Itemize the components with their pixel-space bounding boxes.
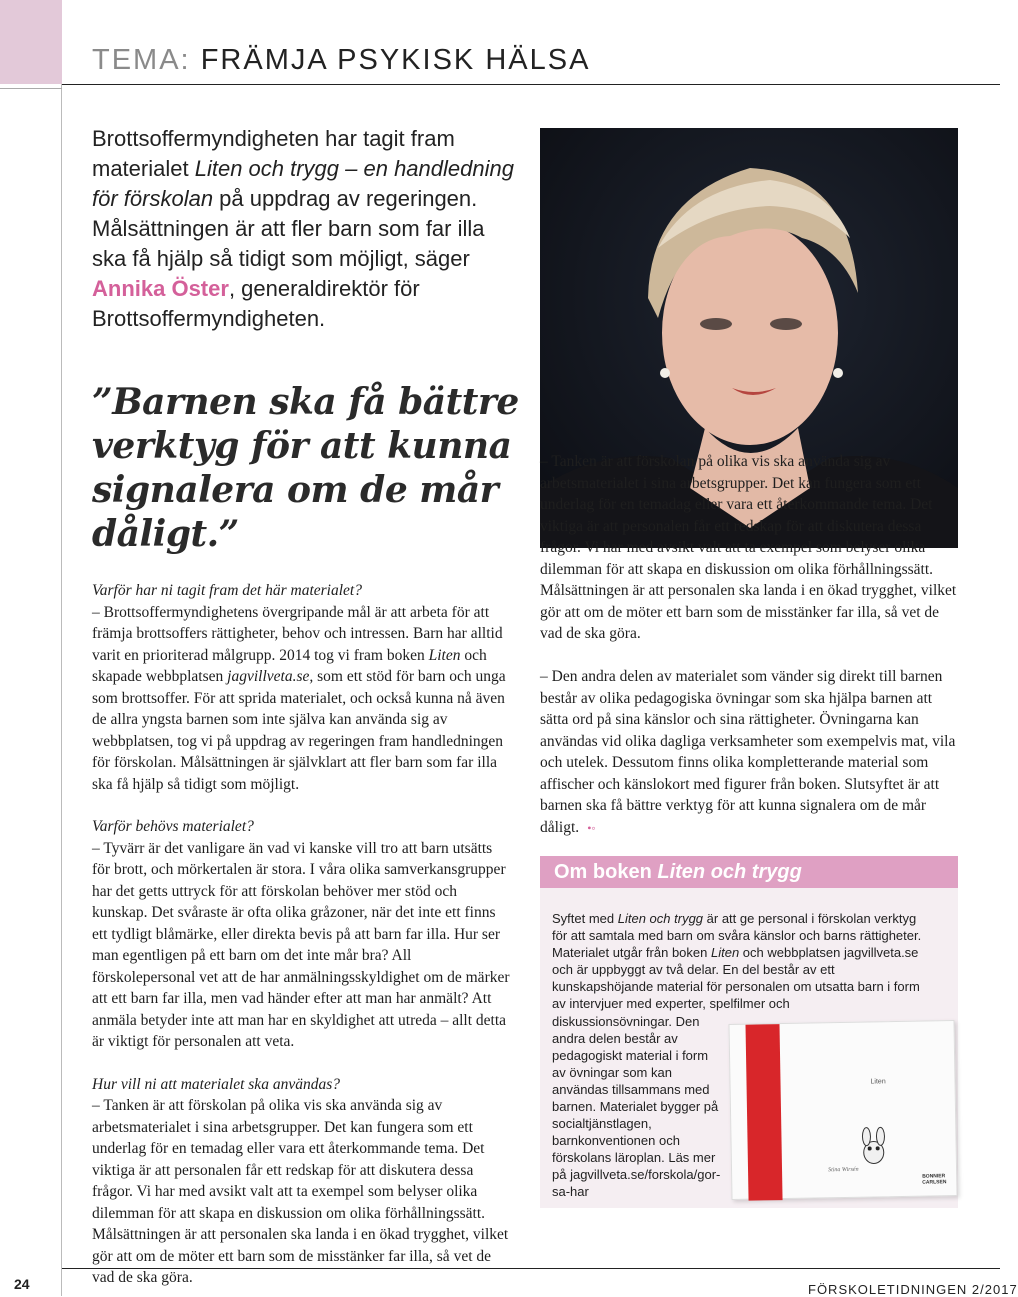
question-3: Hur vill ni att materialet ska användas? xyxy=(92,1075,340,1093)
intro-text: Brottsoffermyndigheten har tagit fram materialet xyxy=(92,126,455,181)
factbox-text xyxy=(552,910,932,1012)
corner-accent xyxy=(0,0,62,84)
pull-quote: ”Barnen ska få bättre verktyg för att kunna signalera om de mår dåligt.” xyxy=(92,381,519,555)
factbox-title-book: Liten och trygg xyxy=(657,861,802,883)
footer-rule xyxy=(62,1268,1000,1269)
end-mark-icon: •◦ xyxy=(587,820,596,835)
answer-2: – Tyvärr är det vanligare än vad vi kanske vill tro att barn utsätts för brott, och mörkertalen är stora. I våra olika samverkansgrupper har det getts uttryck för att förskolan behöver mer stöd och kunskap. Det svåraste är ofta olika gråzoner, när det inte ett finns ett tydligt blåmärke, eller direkta bevis på att barn far illa. Hur ser man egentligen på ett barn om det inte mår bra? All förskolepersonal vet att de har anmälningsskyldighet om de märker att ett barn far illa, men vad händer efter att man har anmält? Att anmäla betyder inte att man har en skyldighet att utreda – allt detta är viktigt för personalen att veta. xyxy=(92,839,510,1050)
factbox-text-continued: diskussionsövningar. Den andra delen består av pedagogiskt material i form av övningar som kan användas tillsammans med barnen. Materialet bygger på socialtjänstlagen, barnkonventionen och förskolans läroplan. Läs mer på jagvillveta.se/forskola/gor-sa-har xyxy=(552,1014,721,1199)
intro-text: , generaldirektör för Brottsoffermyndigheten. xyxy=(92,276,420,331)
answer-text: – Brottsoffermyndighetens övergripande mål är att arbeta för att främja brottsoffers rättigheter, behov och intressen. Barn har alltid varit en prioriterad målgrupp. 2014 tog vi fram boken xyxy=(92,603,503,664)
article-column-left xyxy=(92,580,512,1286)
answer-3b: – Den andra delen av materialet som vänder sig direkt till barnen består av olika pedagogiska övningar som ska hjälpa barnen att sätta ord på sina känslor och sina rättigheter. Övningarna kan användas vid olika dagliga verksamheter som exempelvis mat, vila och utelek. Dessutom finns olika kompletterande material som affischer och känslokort med figurer från boken. Slutsyftet är att barnen ska få bättre verktyg för att kunna signalera om de mår dåligt. xyxy=(540,668,956,836)
book-cover-author: Stina Wirsén xyxy=(827,1166,859,1174)
factbox-book-title: Liten xyxy=(710,945,740,960)
factbox-title xyxy=(540,856,958,888)
factbox-text-part: Syftet med xyxy=(552,911,618,926)
answer-3-continued xyxy=(540,453,957,666)
book-spine xyxy=(745,1024,782,1201)
answer-text: och skapade webbplatsen xyxy=(92,646,487,685)
intro-author: Annika Öster xyxy=(92,276,229,301)
website-name: jagvillveta.se, xyxy=(227,668,314,685)
answer-1 xyxy=(92,602,512,796)
book-cover-publisher: BONNIER CARLSEN xyxy=(922,1173,947,1186)
bunny-icon xyxy=(853,1126,894,1167)
question-2: Varför behövs materialet? xyxy=(92,818,254,835)
factbox-title-text: Om boken xyxy=(554,861,658,883)
factbox-book-title: Liten och trygg xyxy=(617,911,704,926)
page-number: 24 xyxy=(14,1276,30,1292)
answer-3-tail: – Tanken är att förskolan på olika vis ska använda sig av arbetsmaterialet i sina arbetsgrupper. Det kan fungera som ett underlag för en temadag eller vara ett återkommande tema. Det viktiga är att personalen får ett redskap för att diskutera dessa frågor. Vi har med avsikt valt att ta exempel som belyser olika dilemman för att skapa en diskussion om olika förhållningssätt. Målsättningen är att personalen ska landa i en ökad trygghet, vilket gör att om de möter ett barn som de misstänker far illa, så vet de vad de ska göra. xyxy=(540,453,957,642)
factbox-text-part: och webbplatsen jagvillveta.se och är uppbyggt av två delar. En del består av ett kunskapshöjande material för personalen om utsatta barn i form av intervjuer med experter, spelfilmer och xyxy=(552,945,920,1011)
intro-title: Liten och trygg – en handledning för förskolan xyxy=(92,156,514,211)
left-margin xyxy=(0,0,62,1296)
book-name: Liten xyxy=(428,646,461,664)
section-label: TEMA: xyxy=(92,44,191,76)
header-rule-margin xyxy=(0,88,62,89)
intro-paragraph xyxy=(92,124,522,334)
section-header xyxy=(92,44,590,77)
answer-3: – Tanken är att förskolan på olika vis ska använda sig av arbetsmaterialet i sina arbetsgrupper. Det kan fungera som ett underlag för en temadag eller vara ett återkommande tema. Det viktiga är att personalen får ett redskap för att diskutera dessa frågor. Vi har med avsikt valt att ta exempel som belyser olika dilemman för att skapa en diskussion om olika förhållningssätt. Målsättningen är att personalen ska landa i en ökad trygghet, vilket gör att om de möter ett barn som de misstänker far illa, så vet de vad de ska göra. xyxy=(92,1097,509,1286)
question-1: Varför har ni tagit fram det här materialet? xyxy=(92,582,362,599)
book-cover-title: Liten xyxy=(870,1078,886,1086)
header-rule xyxy=(62,84,1000,85)
article-column-right xyxy=(540,453,957,839)
factbox-text-part: är att ge personal i förskolan verktyg för att samtala med barn om svåra känslor och barns rättigheter. Materialet utgår från boken xyxy=(552,911,922,960)
intro-text: på uppdrag av regeringen. Målsättningen är att fler barn som far illa ska få hjälp så tidigt som möjligt, säger xyxy=(92,186,485,271)
section-topic: FRÄMJA PSYKISK HÄLSA xyxy=(200,44,591,76)
book-cover-image xyxy=(728,1020,957,1200)
answer-text: som ett stöd för barn och unga som brottsoffer. För att sprida materialet, och också kunna nå även de allra yngsta barnen som inte själva kan använda sig av webbplatsen, tog vi på uppdrag av regeringen fram handledningen för förskolan. Målsättningen är självklart att fler barn som far illa ska få hjälp så tidigt som möjligt. xyxy=(92,668,506,793)
magazine-footer: FÖRSKOLETIDNINGEN 2/2017 xyxy=(808,1282,1018,1297)
